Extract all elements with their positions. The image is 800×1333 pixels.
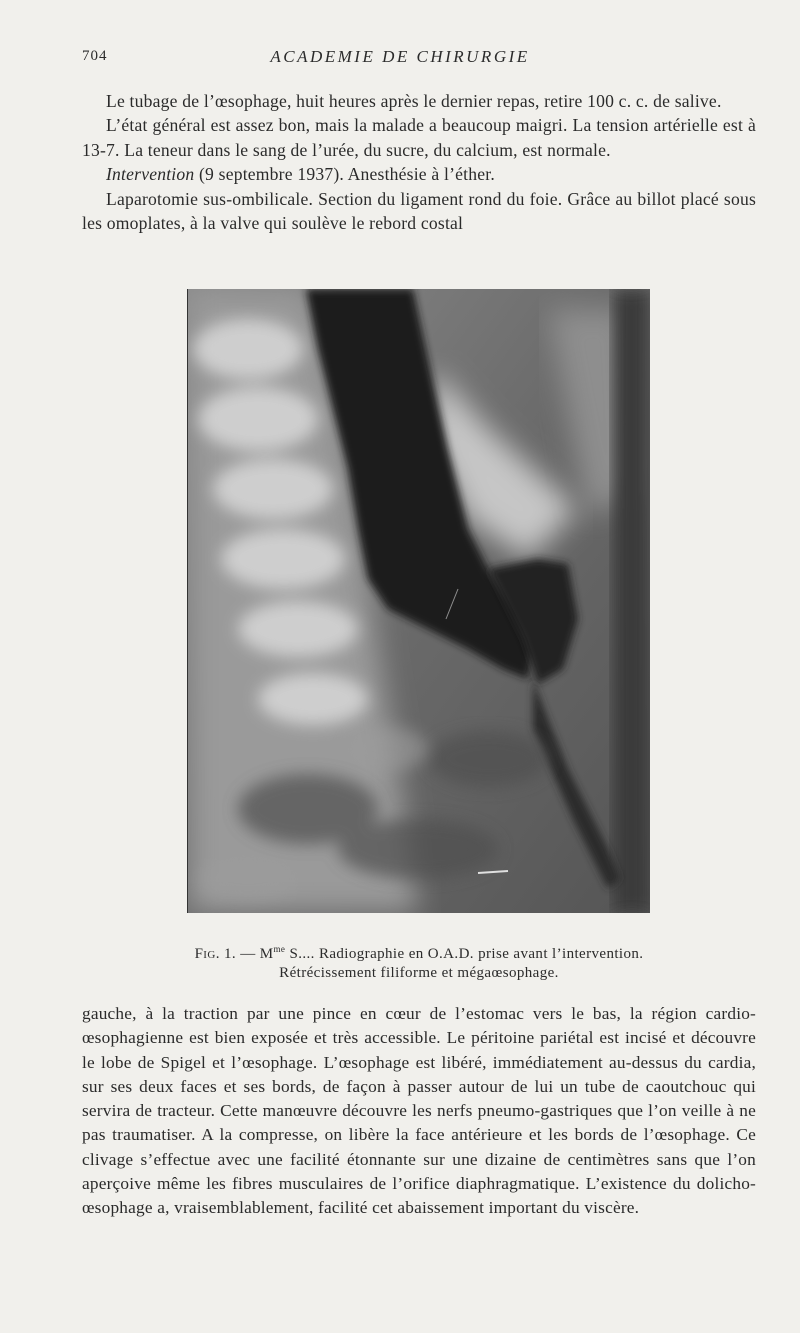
paragraph-continuation: gauche, à la traction par une pince en cœur de l’estomac vers le bas, la région cardio-œsophagienne est bien exposée et très accessible. Le péritoine pariétal est incisé et découvre le lobe de Spigel et l’œsophage. L’œsophage est libéré, immédiatement au-dessus du cardia, sur ses deux faces et ses bords, de façon à passer autour de lui un tube de caoutchouc qui servira de tracteur. Cette manœuvre découvre les nerfs pneumo-gastriques que l’on veille à ne pas traumatiser. A la compresse, on libère la face antérieure et les bords de l’œsophage. Ce clivage s’effectue avec une facilité étonnante sur une dizaine de centimètres sans que l’on aperçoive même les fibres musculaires de l’orifice diaphragmatique. L’existence du dolicho-œsophage a, vraisemblablement, facilité cet abaissement important du viscère. [82, 1004, 756, 1218]
caption-line-1 [82, 940, 756, 964]
caption-label: Fig. 1. [194, 946, 237, 962]
radiograph-figure [187, 289, 650, 913]
caption-superscript: me [273, 944, 286, 954]
paragraph-laparotomie: Laparotomie sus-ombilicale. Section du ligament rond du foie. Grâce au billot placé sous les omoplates, à la valve qui soulève le rebord costal [82, 188, 756, 234]
paragraph-etat-general: L’état général est assez bon, mais la malade a beaucoup maigri. La tension artérielle est à 13-7. La teneur dans le sang de l’urée, du sucre, du calcium, est normale. [82, 115, 756, 160]
radiograph-image [188, 289, 650, 913]
bottom-text-block [82, 1002, 756, 1221]
figure-caption [82, 940, 756, 983]
caption-dash: — M [236, 946, 274, 962]
paragraph-tubage: Le tubage de l’œsophage, huit heures après le dernier repas, retire 100 c. c. de salive. [106, 91, 722, 111]
caption-line-2: Rétrécissement filiforme et mégaœsophage. [279, 965, 559, 981]
intervention-date: (9 septembre 1937). Anesthésie à l’éther. [194, 164, 495, 185]
page-number: 704 [82, 48, 108, 64]
intervention-label: Intervention [106, 164, 195, 185]
caption-line-1-rest: S.... Radiographie en O.A.D. prise avant l’intervention. [285, 946, 644, 962]
running-head: ACADEMIE DE CHIRURGIE [270, 47, 530, 66]
paragraph-intervention [82, 162, 756, 186]
top-text-block [82, 89, 756, 235]
